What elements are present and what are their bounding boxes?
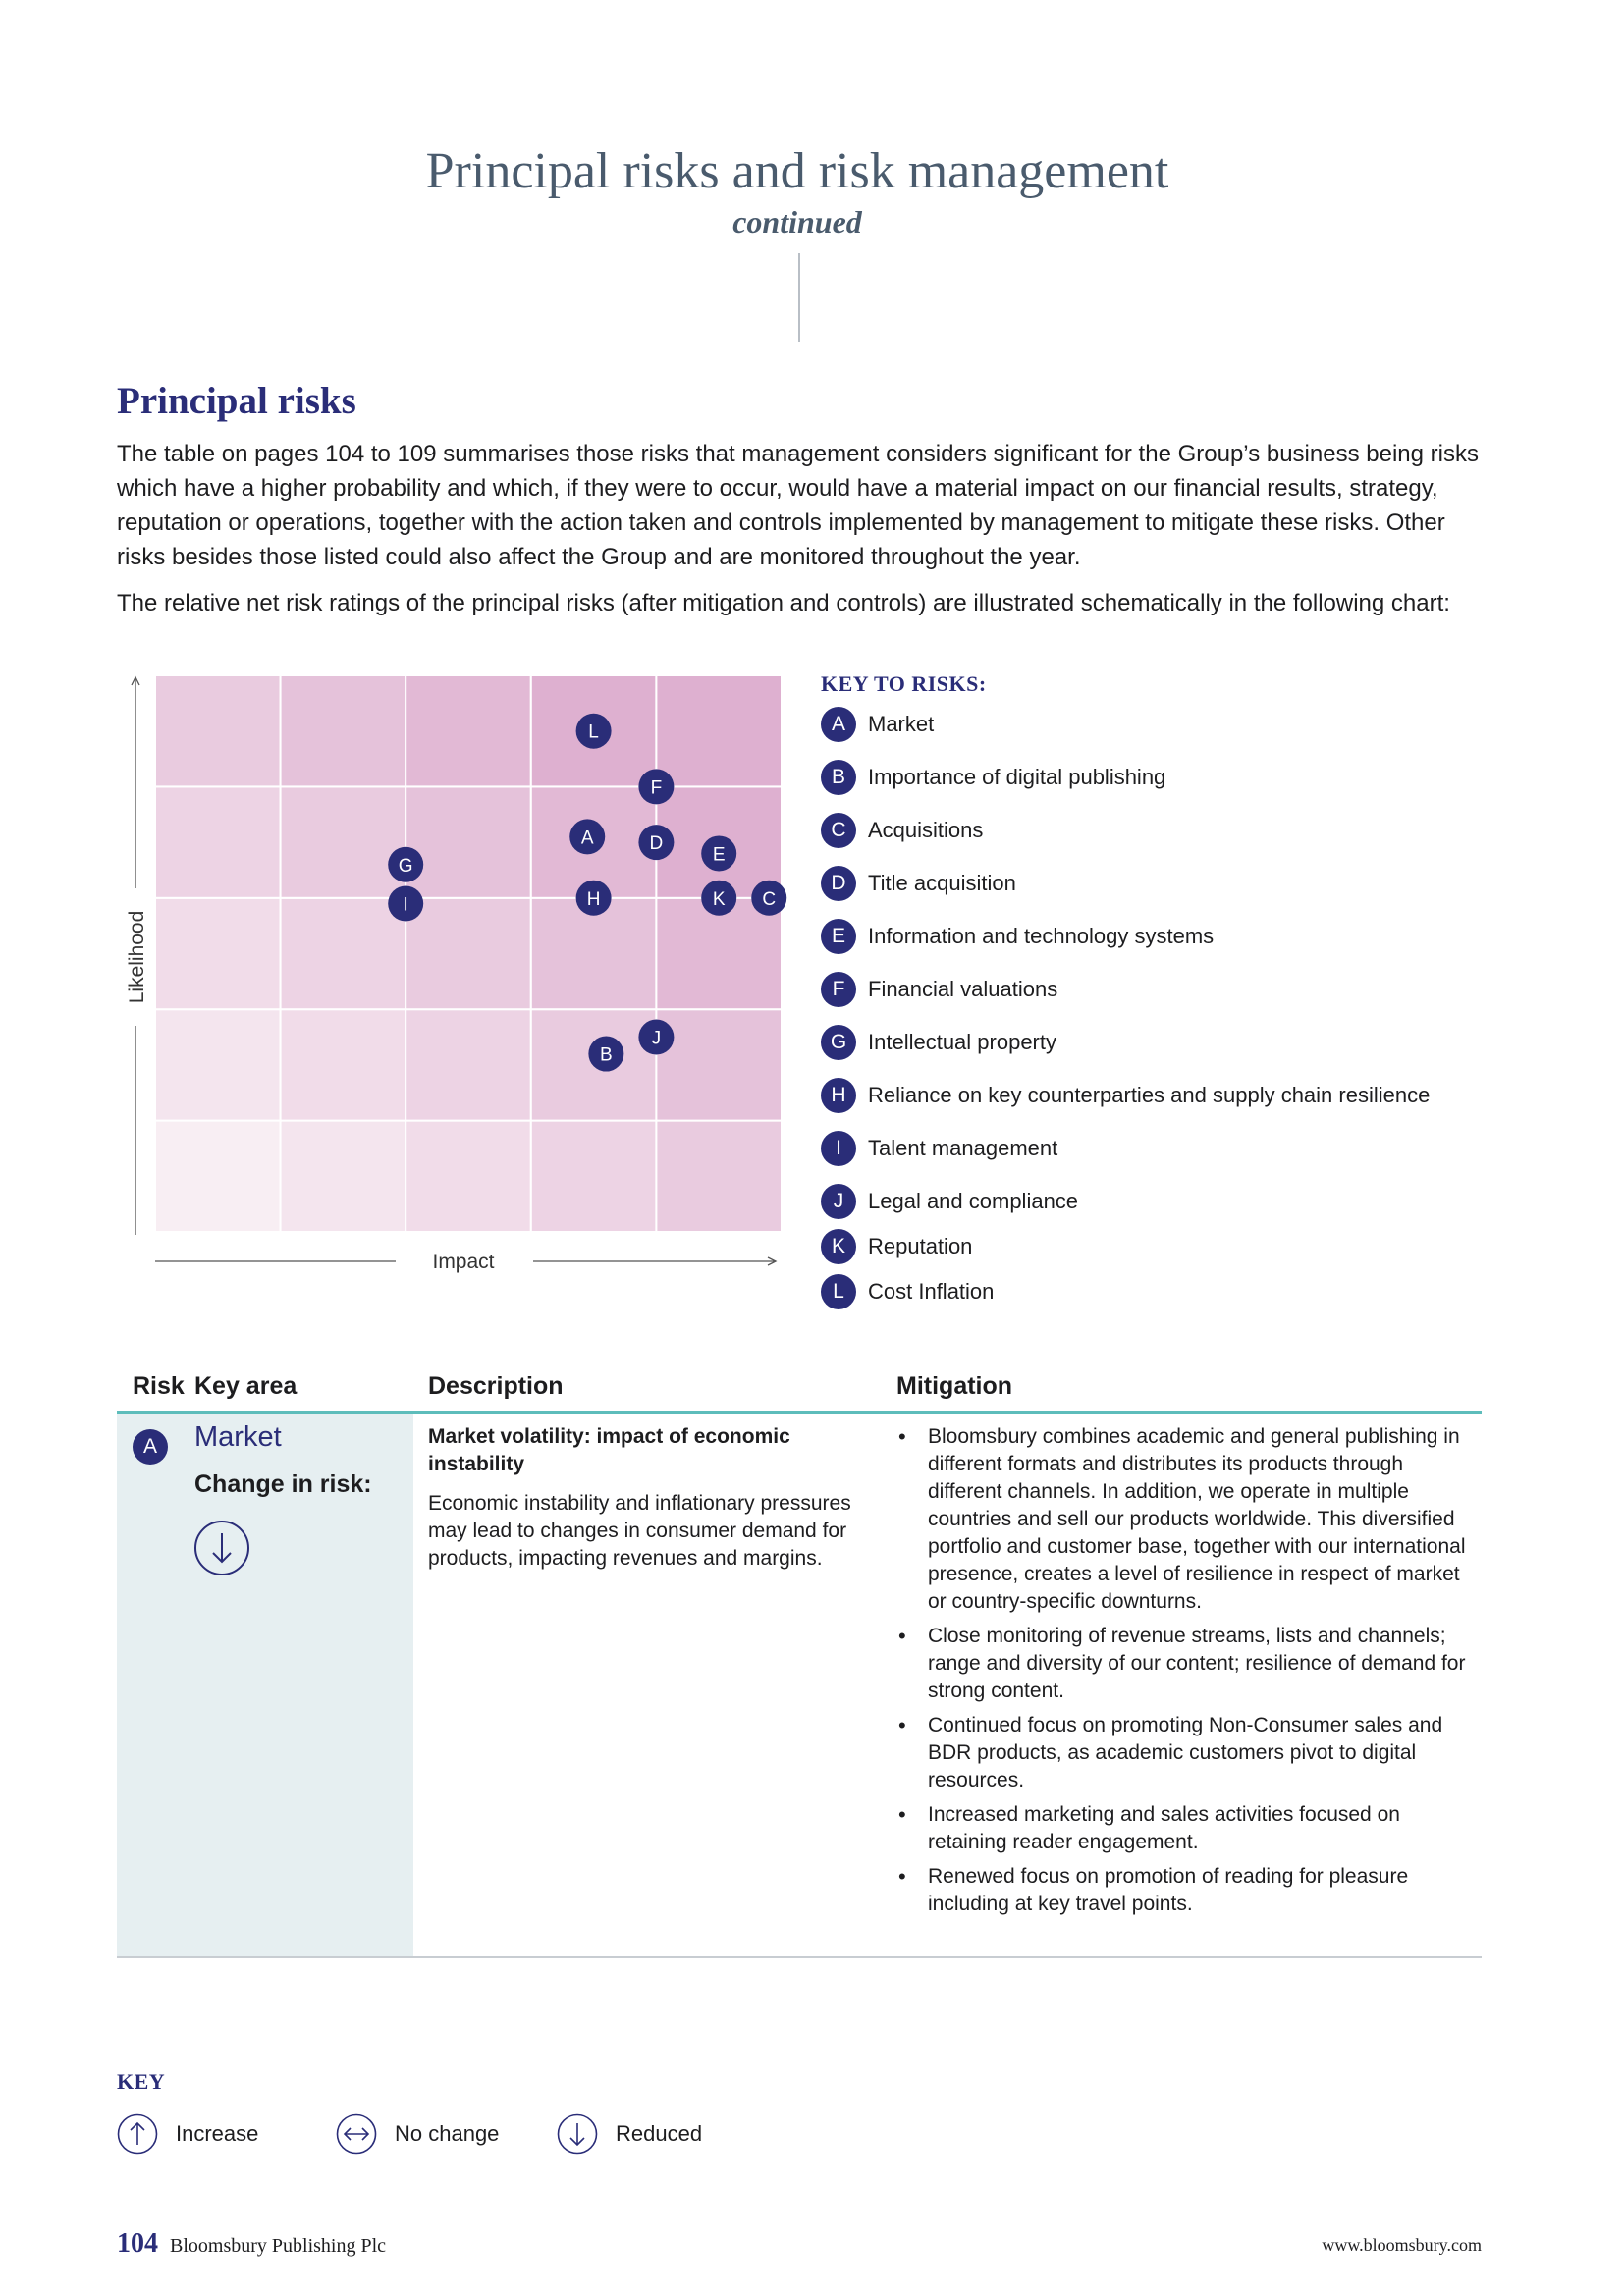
risk-point-label: A — [580, 828, 594, 849]
key-item-label: Reputation — [868, 1234, 973, 1258]
mitigation-item: • Continued focus on promoting Non-Consumer sales and BDR products, as academic customers pivot to digital resources. — [896, 1712, 1471, 1794]
risk-badge: L — [821, 1274, 856, 1309]
risk-point — [569, 819, 605, 854]
key-item-label: Market — [868, 712, 935, 736]
risk-point-label: E — [712, 844, 726, 866]
key-item — [821, 811, 983, 850]
change-in-risk-label: Change in risk: — [194, 1470, 372, 1498]
risk-point — [638, 1020, 674, 1055]
column-header-key-area: Key area — [194, 1372, 298, 1400]
legend-label: Reduced — [616, 2121, 703, 2146]
key-item-label: Acquisitions — [868, 818, 984, 842]
footer-company: Bloomsbury Publishing Plc — [170, 2235, 387, 2257]
key-item-label: Title acquisition — [868, 871, 1016, 895]
mitigation-item: • Renewed focus on promotion of reading for pleasure including at key travel points. — [896, 1863, 1471, 1918]
heat-map-cell — [656, 1121, 782, 1232]
risk-point-label: B — [600, 1044, 613, 1066]
heat-map-cell — [155, 786, 281, 897]
key-item-label: Financial valuations — [868, 977, 1058, 1001]
legend-increase — [117, 2112, 258, 2156]
x-axis-label: Impact — [432, 1251, 495, 1273]
key-item-label: Information and technology systems — [868, 924, 1215, 948]
risk-point — [576, 881, 612, 916]
page-number: 104 — [117, 2228, 158, 2259]
risk-badge: G — [821, 1025, 856, 1060]
heat-map-cell — [406, 1009, 531, 1120]
risk-badge: I — [821, 1131, 856, 1166]
risk-heat-map-chart — [118, 667, 805, 1286]
heat-map-cell — [406, 675, 531, 786]
arrow-up-circle-icon — [117, 2113, 158, 2155]
heat-map-cell — [155, 1121, 281, 1232]
risk-point — [576, 714, 612, 749]
legend-label: No change — [395, 2121, 500, 2146]
title-divider — [798, 253, 800, 342]
heat-map-cell — [406, 786, 531, 897]
key-item-label: Reliance on key counterparties and supply chain resilience — [868, 1083, 1431, 1107]
risk-point — [638, 769, 674, 804]
description-text: Economic instability and inflationary pressures may lead to changes in consumer demand for products, impacting revenues and margins. — [428, 1492, 851, 1570]
heat-map-cell — [531, 1121, 657, 1232]
column-header-risk: Risk — [133, 1372, 185, 1400]
key-area-title: Market — [194, 1421, 282, 1453]
heat-map-cell — [281, 786, 406, 897]
risk-point — [701, 881, 736, 916]
arrow-both-circle-icon — [336, 2113, 377, 2155]
key-item — [821, 705, 934, 744]
risk-badge: F — [821, 972, 856, 1007]
risk-point — [388, 885, 423, 921]
arrow-down-circle-icon — [557, 2113, 598, 2155]
key-item — [821, 1182, 1078, 1221]
risk-point — [751, 881, 786, 916]
risk-point — [588, 1037, 623, 1072]
risk-point-label: I — [403, 894, 408, 916]
key-to-risks-title: KEY TO RISKS: — [821, 671, 987, 696]
risk-badge: B — [821, 760, 856, 795]
heat-map-cell — [281, 1121, 406, 1232]
key-title: KEY — [117, 2069, 166, 2094]
legend-label: Increase — [176, 2121, 259, 2146]
risk-badge: J — [821, 1184, 856, 1219]
key-item — [821, 917, 1214, 956]
risk-point-label: J — [651, 1028, 662, 1049]
risk-badge: A — [133, 1429, 168, 1465]
risk-point — [388, 847, 423, 882]
key-item — [821, 864, 1016, 903]
heat-map-cell — [656, 1009, 782, 1120]
risk-point-label: D — [649, 833, 664, 855]
key-item-label: Importance of digital publishing — [868, 765, 1166, 789]
heat-map-cell — [406, 898, 531, 1009]
risk-point-label: G — [398, 855, 413, 877]
key-item — [821, 1272, 994, 1311]
risk-point — [701, 835, 736, 871]
key-item — [821, 758, 1165, 797]
heat-map-cell — [281, 1009, 406, 1120]
key-item — [821, 1129, 1057, 1168]
legend-no-change — [336, 2112, 499, 2156]
risk-point-label: C — [762, 888, 777, 910]
risk-point-label: L — [588, 721, 599, 743]
risk-point-label: H — [586, 888, 601, 910]
risk-point-label: K — [712, 888, 726, 910]
mitigation-item: • Close monitoring of revenue streams, lists and channels; range and diversity of our content; resilience of demand for strong content. — [896, 1623, 1471, 1705]
arrow-down-circle-icon — [193, 1520, 250, 1576]
heat-map-cell — [155, 675, 281, 786]
mitigation-item: • Increased marketing and sales activities focused on retaining reader engagement. — [896, 1801, 1471, 1856]
mitigation-item: • Bloomsbury combines academic and general publishing in different formats and distributes its products through different channels. In addition, we operate in multiple countries and sell our products worldwide. This diversified portfolio and customer base, together with our international presence, creates a level of resilience in respect of market or country-specific downturns. — [896, 1423, 1471, 1616]
heat-map-cell — [406, 1121, 531, 1232]
heat-map-cell — [281, 898, 406, 1009]
key-item — [821, 970, 1057, 1009]
risk-badge: A — [821, 707, 856, 742]
heat-map-cell — [281, 675, 406, 786]
risk-point — [638, 825, 674, 860]
key-item-label: Talent management — [868, 1136, 1058, 1160]
heat-map-cell — [155, 898, 281, 1009]
column-header-description: Description — [428, 1372, 564, 1400]
y-axis-label: Likelihood — [126, 910, 148, 1004]
key-item-label: Intellectual property — [868, 1030, 1056, 1054]
footer-left — [117, 2228, 386, 2260]
risk-point-label: F — [650, 777, 663, 799]
key-item — [821, 1023, 1056, 1062]
column-header-mitigation: Mitigation — [896, 1372, 1013, 1400]
key-item-label: Cost Inflation — [868, 1279, 995, 1304]
section-heading: Principal risks — [117, 380, 356, 422]
risk-badge: E — [821, 919, 856, 954]
risk-badge: K — [821, 1229, 856, 1264]
description-heading: Market volatility: impact of economic instability — [428, 1425, 790, 1475]
key-item — [821, 1227, 972, 1266]
key-item — [821, 1076, 1430, 1115]
risk-badge: H — [821, 1078, 856, 1113]
table-bottom-divider — [117, 1956, 1482, 1958]
heat-map-cell — [155, 1009, 281, 1120]
page-title: Principal risks and risk management — [425, 143, 1169, 199]
intro-paragraph: The table on pages 104 to 109 summarises those risks that management considers significant for the Group’s business being risks which have a higher probability and which, if they were to occur, would have a material impact on our financial results, strategy, reputation or operations, together with the action taken and controls implemented by management to mitigate these risks. Other risks besides those listed could also affect the Group and are monitored throughout the year. — [117, 441, 1479, 570]
intro-paragraph: The relative net risk ratings of the principal risks (after mitigation and controls) are illustrated schematically in the following chart: — [117, 590, 1450, 616]
page-subtitle: continued — [732, 204, 862, 240]
heat-map-cell — [656, 675, 782, 786]
risk-badge: C — [821, 813, 856, 848]
mitigation-list — [896, 1423, 1471, 1925]
key-item-label: Legal and compliance — [868, 1189, 1079, 1213]
legend-reduced — [557, 2112, 702, 2156]
risk-badge: D — [821, 866, 856, 901]
footer-url[interactable]: www.bloomsbury.com — [1322, 2235, 1482, 2255]
